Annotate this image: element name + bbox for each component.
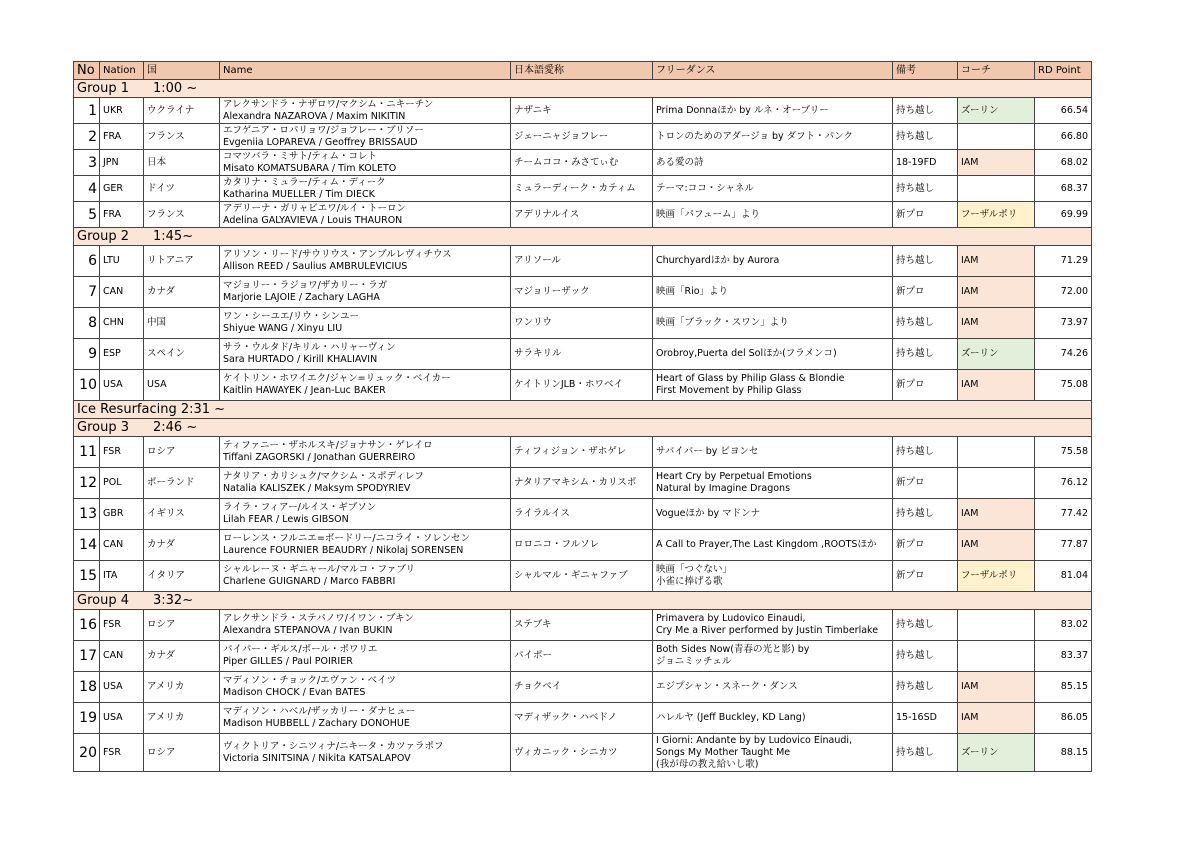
- name-jp: ヴィクトリア・シニツィナ/ニキータ・カツァラポフ: [223, 740, 444, 752]
- free-dance-line-1: テーマ:ココ・シャネル: [656, 182, 755, 194]
- entry-rd-point: 81.04: [1035, 561, 1092, 592]
- entry-note: 持ち越し: [893, 124, 958, 150]
- entry-free-dance: [653, 641, 893, 672]
- entry-note: 新プロ: [893, 530, 958, 561]
- name-en: Allison REED / Saulius AMBRULEVICIUS: [223, 261, 408, 272]
- name-jp: ワン・シーユエ/リウ・シンユー: [223, 311, 359, 322]
- header-name: Name: [220, 62, 511, 80]
- entry-free-dance: [653, 308, 893, 339]
- entry-free-dance: [653, 468, 893, 499]
- entry-nickname: サラキリル: [511, 339, 653, 370]
- entry-no: 8: [74, 308, 100, 339]
- entry-country: カナダ: [144, 641, 220, 672]
- entry-nation: UKR: [100, 98, 144, 124]
- table-row: [74, 150, 1092, 176]
- entry-coach: ズーリン: [958, 734, 1035, 772]
- entry-coach: [958, 468, 1035, 499]
- entry-free-dance: [653, 246, 893, 277]
- entry-no: 20: [74, 734, 100, 772]
- group-label: Group 2: [77, 228, 129, 244]
- table-row: [74, 437, 1092, 468]
- table-row: [74, 499, 1092, 530]
- entry-no: 1: [74, 98, 100, 124]
- free-dance-line-1: Prima Donnaほか by ルネ・オーブリー: [656, 104, 829, 116]
- entry-nickname: マジョリーザック: [511, 277, 653, 308]
- free-dance-line-1: Vogueほか by マドンナ: [656, 508, 761, 519]
- entry-note: 持ち越し: [893, 339, 958, 370]
- entry-rd-point: 72.00: [1035, 277, 1092, 308]
- entry-note: 持ち越し: [893, 734, 958, 772]
- header-country: 国: [144, 62, 220, 80]
- entry-note: 持ち越し: [893, 437, 958, 468]
- entry-name: [220, 672, 511, 703]
- entry-note: 新プロ: [893, 202, 958, 228]
- entry-note: 18-19FD: [893, 150, 958, 176]
- entry-name: [220, 734, 511, 772]
- entry-coach: IAM: [958, 370, 1035, 401]
- entry-no: 15: [74, 561, 100, 592]
- entry-name: [220, 437, 511, 468]
- entry-rd-point: 71.29: [1035, 246, 1092, 277]
- entry-nickname: ティフィジョン・ザホゲレ: [511, 437, 653, 468]
- free-dance-line-1: 映画「つぐない」: [656, 564, 733, 575]
- table-row: [74, 672, 1092, 703]
- entry-rd-point: 77.42: [1035, 499, 1092, 530]
- entry-nation: FSR: [100, 734, 144, 772]
- free-dance-line-1: 映画「ブラック・スワン」より: [656, 317, 789, 328]
- name-en: Lilah FEAR / Lewis GIBSON: [223, 514, 349, 525]
- entry-nation: FSR: [100, 610, 144, 641]
- entry-name: [220, 98, 511, 124]
- entry-name: [220, 370, 511, 401]
- entry-nation: FSR: [100, 437, 144, 468]
- group-time: 3:32~: [153, 592, 194, 608]
- group-time: 2:46 ~: [153, 419, 198, 435]
- entry-nation: LTU: [100, 246, 144, 277]
- entry-country: イギリス: [144, 499, 220, 530]
- entry-coach: IAM: [958, 499, 1035, 530]
- entry-country: フランス: [144, 124, 220, 150]
- entry-rd-point: 68.02: [1035, 150, 1092, 176]
- entry-free-dance: [653, 370, 893, 401]
- entry-nation: FRA: [100, 202, 144, 228]
- entry-name: [220, 499, 511, 530]
- entry-country: ウクライナ: [144, 98, 220, 124]
- name-en: Kaitlin HAWAYEK / Jean-Luc BAKER: [223, 385, 386, 396]
- entry-free-dance: [653, 150, 893, 176]
- free-dance-line-1: Both Sides Now(青春の光と影) by: [656, 644, 810, 655]
- entry-nickname: アデリナルイス: [511, 202, 653, 228]
- entry-country: アメリカ: [144, 672, 220, 703]
- free-dance-line-1: I Giorni: Andante by by Ludovico Einaudi,: [656, 734, 853, 746]
- name-en: Shiyue WANG / Xinyu LIU: [223, 323, 343, 334]
- name-jp: エフゲニア・ロパリョワ/ジョフレー・ブリソー: [223, 124, 424, 136]
- entry-rd-point: 66.80: [1035, 124, 1092, 150]
- entry-name: [220, 176, 511, 202]
- name-jp: アリソン・リード/サウリウス・アンブルレヴィチウス: [223, 249, 452, 260]
- entry-free-dance: [653, 734, 893, 772]
- table-row: [74, 610, 1092, 641]
- header-no: No: [74, 62, 100, 80]
- entry-note: 新プロ: [893, 370, 958, 401]
- entry-coach: [958, 124, 1035, 150]
- group-heading: [74, 419, 1092, 437]
- table-body: [74, 62, 1092, 772]
- name-en: Alexandra NAZAROVA / Maxim NIKITIN: [223, 110, 406, 122]
- resurfacing-label: Ice Resurfacing 2:31 ~: [74, 401, 1092, 419]
- entry-note: 持ち越し: [893, 98, 958, 124]
- group-label: Group 1: [77, 80, 129, 96]
- name-jp: アデリーナ・ガリャビエワ/ルイ・トーロン: [223, 202, 406, 214]
- free-dance-line-2: ジョニミッチェル: [656, 656, 732, 667]
- entry-country: イタリア: [144, 561, 220, 592]
- entry-rd-point: 77.87: [1035, 530, 1092, 561]
- entry-name: [220, 641, 511, 672]
- entry-nation: GER: [100, 176, 144, 202]
- header-free-dance: フリーダンス: [653, 62, 893, 80]
- group-row: [74, 592, 1092, 610]
- entry-no: 14: [74, 530, 100, 561]
- entry-country: ドイツ: [144, 176, 220, 202]
- entry-no: 13: [74, 499, 100, 530]
- entry-nickname: アリソール: [511, 246, 653, 277]
- entry-note: 持ち越し: [893, 499, 958, 530]
- entry-rd-point: 75.08: [1035, 370, 1092, 401]
- entry-nickname: シャルマル・ギニャファブ: [511, 561, 653, 592]
- entry-nickname: ミュラーディーク・カティム: [511, 176, 653, 202]
- free-dance-line-2: Natural by Imagine Dragons: [656, 483, 791, 494]
- name-en: Tiffani ZAGORSKI / Jonathan GUERREIRO: [223, 452, 416, 463]
- entry-nickname: ステブキ: [511, 610, 653, 641]
- entry-nickname: ナタリアマキシム・カリスポ: [511, 468, 653, 499]
- group-heading: [74, 228, 1092, 246]
- free-dance-line-2: Songs My Mother Taught Me: [656, 746, 791, 758]
- entry-nation: CAN: [100, 641, 144, 672]
- entry-coach: [958, 437, 1035, 468]
- table-row: [74, 370, 1092, 401]
- entry-country: アメリカ: [144, 703, 220, 734]
- entry-coach: IAM: [958, 703, 1035, 734]
- entry-no: 9: [74, 339, 100, 370]
- entry-nickname: ケイトリンJLB・ホワベイ: [511, 370, 653, 401]
- entry-rd-point: 69.99: [1035, 202, 1092, 228]
- table-row: [74, 530, 1092, 561]
- entry-coach: [958, 641, 1035, 672]
- free-dance-line-1: ある愛の詩: [656, 156, 704, 168]
- entry-rd-point: 74.26: [1035, 339, 1092, 370]
- entry-note: 15-16SD: [893, 703, 958, 734]
- free-dance-line-1: Heart of Glass by Philip Glass & Blondie: [656, 373, 845, 384]
- entry-no: 6: [74, 246, 100, 277]
- entry-coach: [958, 176, 1035, 202]
- entry-no: 16: [74, 610, 100, 641]
- entry-free-dance: [653, 499, 893, 530]
- entry-nickname: ロロニコ・フルソレ: [511, 530, 653, 561]
- group-label: Group 3: [77, 419, 129, 435]
- name-en: Natalia KALISZEK / Maksym SPODYRIEV: [223, 483, 411, 494]
- group-row: [74, 80, 1092, 98]
- table-row: [74, 202, 1092, 228]
- name-jp: マディソン・チョック/エヴァン・ベイツ: [223, 675, 397, 686]
- name-jp: ティファニー・ザホルスキ/ジョナサン・ゲレイロ: [223, 440, 433, 451]
- group-time: 1:45~: [153, 228, 194, 244]
- group-heading: [74, 592, 1092, 610]
- entry-free-dance: [653, 561, 893, 592]
- table-row: [74, 339, 1092, 370]
- header-jp-nickname: 日本語愛称: [511, 62, 653, 80]
- entry-note: 持ち越し: [893, 246, 958, 277]
- free-dance-line-1: サバイバー by ビヨンセ: [656, 446, 759, 457]
- name-en: Victoria SINITSINA / Nikita KATSALAPOV: [223, 752, 411, 764]
- name-jp: マジョリー・ラジョワ/ザカリー・ラガ: [223, 280, 388, 291]
- entry-no: 3: [74, 150, 100, 176]
- entry-note: 新プロ: [893, 468, 958, 499]
- name-jp: シャルレーヌ・ギニャール/マルコ・ファブリ: [223, 564, 416, 575]
- entry-name: [220, 308, 511, 339]
- entry-no: 17: [74, 641, 100, 672]
- free-dance-line-1: Heart Cry by Perpetual Emotions: [656, 471, 812, 482]
- entry-nickname: ジェーニャジョフレー: [511, 124, 653, 150]
- free-dance-line-1: 映画「Rio」より: [656, 286, 729, 297]
- header-coach: コーチ: [958, 62, 1035, 80]
- entry-nickname: ヴィカニック・シニカツ: [511, 734, 653, 772]
- entry-note: 持ち越し: [893, 308, 958, 339]
- name-jp: マディソン・ハベル/ザッカリー・ダナヒュー: [223, 706, 416, 717]
- entry-country: カナダ: [144, 530, 220, 561]
- group-row: [74, 419, 1092, 437]
- entry-nation: CAN: [100, 277, 144, 308]
- free-dance-line-1: 映画「パフューム」より: [656, 208, 761, 220]
- entry-nation: ESP: [100, 339, 144, 370]
- name-jp: ナタリア・カリシュク/マクシム・スポディレフ: [223, 471, 424, 482]
- entry-nickname: チームココ・みさてぃむ: [511, 150, 653, 176]
- entry-free-dance: [653, 530, 893, 561]
- entry-rd-point: 83.02: [1035, 610, 1092, 641]
- entry-name: [220, 202, 511, 228]
- entry-name: [220, 561, 511, 592]
- entry-country: ロシア: [144, 437, 220, 468]
- header-notes: 備考: [893, 62, 958, 80]
- entry-nation: FRA: [100, 124, 144, 150]
- entry-name: [220, 150, 511, 176]
- entry-free-dance: [653, 437, 893, 468]
- group-time: 1:00 ~: [153, 80, 198, 96]
- table-row: [74, 124, 1092, 150]
- entry-nation: JPN: [100, 150, 144, 176]
- entry-free-dance: [653, 672, 893, 703]
- table-row: [74, 561, 1092, 592]
- entry-no: 7: [74, 277, 100, 308]
- entry-no: 2: [74, 124, 100, 150]
- entry-nation: GBR: [100, 499, 144, 530]
- entry-name: [220, 610, 511, 641]
- entry-name: [220, 339, 511, 370]
- entry-free-dance: [653, 176, 893, 202]
- entry-country: フランス: [144, 202, 220, 228]
- name-en: Piper GILLES / Paul POIRIER: [223, 656, 353, 667]
- free-dance-line-1: ハレルヤ (Jeff Buckley, KD Lang): [656, 712, 806, 723]
- entry-no: 19: [74, 703, 100, 734]
- entry-nickname: マディザック・ハベドノ: [511, 703, 653, 734]
- name-en: Marjorie LAJOIE / Zachary LAGHA: [223, 292, 380, 303]
- header-nation: Nation: [100, 62, 144, 80]
- entry-free-dance: [653, 202, 893, 228]
- group-row: [74, 228, 1092, 246]
- group-label: Group 4: [77, 592, 129, 608]
- table-row: [74, 246, 1092, 277]
- entry-coach: ズーリン: [958, 339, 1035, 370]
- entry-coach: IAM: [958, 530, 1035, 561]
- entry-coach: IAM: [958, 150, 1035, 176]
- entry-coach: IAM: [958, 246, 1035, 277]
- header-row: [74, 62, 1092, 80]
- entry-rd-point: 66.54: [1035, 98, 1092, 124]
- name-en: Charlene GUIGNARD / Marco FABBRI: [223, 576, 396, 587]
- entry-rd-point: 76.12: [1035, 468, 1092, 499]
- free-dance-line-1: A Call to Prayer,The Last Kingdom ,ROOTSほか: [656, 539, 877, 550]
- entry-nation: USA: [100, 370, 144, 401]
- entry-rd-point: 88.15: [1035, 734, 1092, 772]
- entry-country: カナダ: [144, 277, 220, 308]
- entry-name: [220, 277, 511, 308]
- name-jp: コマツバラ・ミサト/ティム・コレト: [223, 150, 377, 162]
- name-en: Misato KOMATSUBARA / Tim KOLETO: [223, 162, 397, 174]
- entry-nickname: ナザニキ: [511, 98, 653, 124]
- table-row: [74, 641, 1092, 672]
- name-jp: ローレンス・フルニエ=ボードリー/ニコライ・ソレンセン: [223, 533, 471, 544]
- resurfacing-row: [74, 401, 1092, 419]
- entry-rd-point: 73.97: [1035, 308, 1092, 339]
- entry-name: [220, 124, 511, 150]
- entry-nation: CHN: [100, 308, 144, 339]
- name-jp: パイパー・ギルス/ポール・ポワリエ: [223, 644, 378, 655]
- entry-nation: ITA: [100, 561, 144, 592]
- free-dance-line-2: First Movement by Philip Glass: [656, 385, 802, 396]
- name-en: Alexandra STEPANOVA / Ivan BUKIN: [223, 625, 393, 636]
- entry-nickname: チョクベイ: [511, 672, 653, 703]
- entry-nickname: ライラルイス: [511, 499, 653, 530]
- entry-nickname: ワンリウ: [511, 308, 653, 339]
- name-jp: アレクサンドラ・ナザロワ/マクシム・ニキーチン: [223, 98, 434, 110]
- free-dance-line-1: エジプシャン・スネーク・ダンス: [656, 681, 798, 692]
- free-dance-line-1: Churchyardほか by Aurora: [656, 255, 780, 266]
- schedule-table: [73, 61, 1092, 772]
- entry-free-dance: [653, 703, 893, 734]
- entry-free-dance: [653, 339, 893, 370]
- free-dance-line-1: Primavera by Ludovico Einaudi,: [656, 613, 806, 624]
- entry-nation: USA: [100, 672, 144, 703]
- name-en: Adelina GALYAVIEVA / Louis THAURON: [223, 214, 403, 226]
- name-jp: ケイトリン・ホワイエク/ジャン=リュック・ベイカー: [223, 373, 451, 384]
- free-dance-line-3: (我が母の教え給いし歌): [656, 758, 759, 770]
- entry-coach: IAM: [958, 277, 1035, 308]
- entry-rd-point: 68.37: [1035, 176, 1092, 202]
- entry-name: [220, 246, 511, 277]
- entry-rd-point: 86.05: [1035, 703, 1092, 734]
- entry-note: 持ち越し: [893, 176, 958, 202]
- entry-country: ロシア: [144, 610, 220, 641]
- name-jp: アレクサンドラ・ステパノワ/イワン・ブキン: [223, 613, 414, 624]
- free-dance-line-2: 小雀に捧げる歌: [656, 576, 723, 587]
- entry-note: 新プロ: [893, 277, 958, 308]
- table-row: [74, 308, 1092, 339]
- entry-note: 持ち越し: [893, 610, 958, 641]
- entry-no: 5: [74, 202, 100, 228]
- entry-coach: フーザルポリ: [958, 561, 1035, 592]
- group-heading: [74, 80, 1092, 98]
- free-dance-line-1: トロンのためのアダージョ by ダフト・パンク: [656, 130, 853, 142]
- table-row: [74, 703, 1092, 734]
- name-jp: サラ・ウルタド/キリル・ハリャーヴィン: [223, 342, 396, 353]
- entry-no: 12: [74, 468, 100, 499]
- entry-rd-point: 85.15: [1035, 672, 1092, 703]
- free-dance-line-1: Orobroy,Puerta del Solほか(フラメンコ): [656, 348, 837, 359]
- entry-no: 18: [74, 672, 100, 703]
- entry-free-dance: [653, 277, 893, 308]
- table-row: [74, 98, 1092, 124]
- free-dance-line-2: Cry Me a River performed by Justin Timberlake: [656, 625, 879, 636]
- entry-coach: [958, 610, 1035, 641]
- entry-coach: IAM: [958, 308, 1035, 339]
- entry-note: 持ち越し: [893, 672, 958, 703]
- entry-free-dance: [653, 610, 893, 641]
- name-en: Katharina MUELLER / Tim DIECK: [223, 188, 375, 200]
- name-jp: ライラ・フィアー/ルイス・ギブソン: [223, 502, 377, 513]
- table-row: [74, 468, 1092, 499]
- table-row: [74, 176, 1092, 202]
- entry-nation: CAN: [100, 530, 144, 561]
- entry-rd-point: 75.58: [1035, 437, 1092, 468]
- entry-note: 新プロ: [893, 561, 958, 592]
- name-en: Evgeniia LOPAREVA / Geoffrey BRISSAUD: [223, 136, 418, 148]
- entry-coach: フーザルポリ: [958, 202, 1035, 228]
- name-jp: カタリナ・ミュラー/ティム・ディーク: [223, 176, 386, 188]
- entry-coach: IAM: [958, 672, 1035, 703]
- entry-rd-point: 83.37: [1035, 641, 1092, 672]
- table-row: [74, 277, 1092, 308]
- name-en: Madison HUBBELL / Zachary DONOHUE: [223, 718, 410, 729]
- entry-country: 中国: [144, 308, 220, 339]
- entry-nation: USA: [100, 703, 144, 734]
- entry-nickname: パイポー: [511, 641, 653, 672]
- name-en: Laurence FOURNIER BEAUDRY / Nikolaj SORENSEN: [223, 545, 464, 556]
- entry-name: [220, 468, 511, 499]
- name-en: Madison CHOCK / Evan BATES: [223, 687, 366, 698]
- entry-free-dance: [653, 124, 893, 150]
- entry-country: USA: [144, 370, 220, 401]
- entry-coach: ズーリン: [958, 98, 1035, 124]
- entry-country: リトアニア: [144, 246, 220, 277]
- entry-name: [220, 530, 511, 561]
- entry-country: ロシア: [144, 734, 220, 772]
- table-row: [74, 734, 1092, 772]
- header-rd-point: RD Point: [1035, 62, 1092, 80]
- entry-no: 11: [74, 437, 100, 468]
- entry-free-dance: [653, 98, 893, 124]
- entry-country: ポーランド: [144, 468, 220, 499]
- name-en: Sara HURTADO / Kirill KHALIAVIN: [223, 354, 378, 365]
- entry-note: 持ち越し: [893, 641, 958, 672]
- entry-nation: POL: [100, 468, 144, 499]
- entry-no: 10: [74, 370, 100, 401]
- entry-country: 日本: [144, 150, 220, 176]
- entry-name: [220, 703, 511, 734]
- entry-no: 4: [74, 176, 100, 202]
- entry-country: スペイン: [144, 339, 220, 370]
